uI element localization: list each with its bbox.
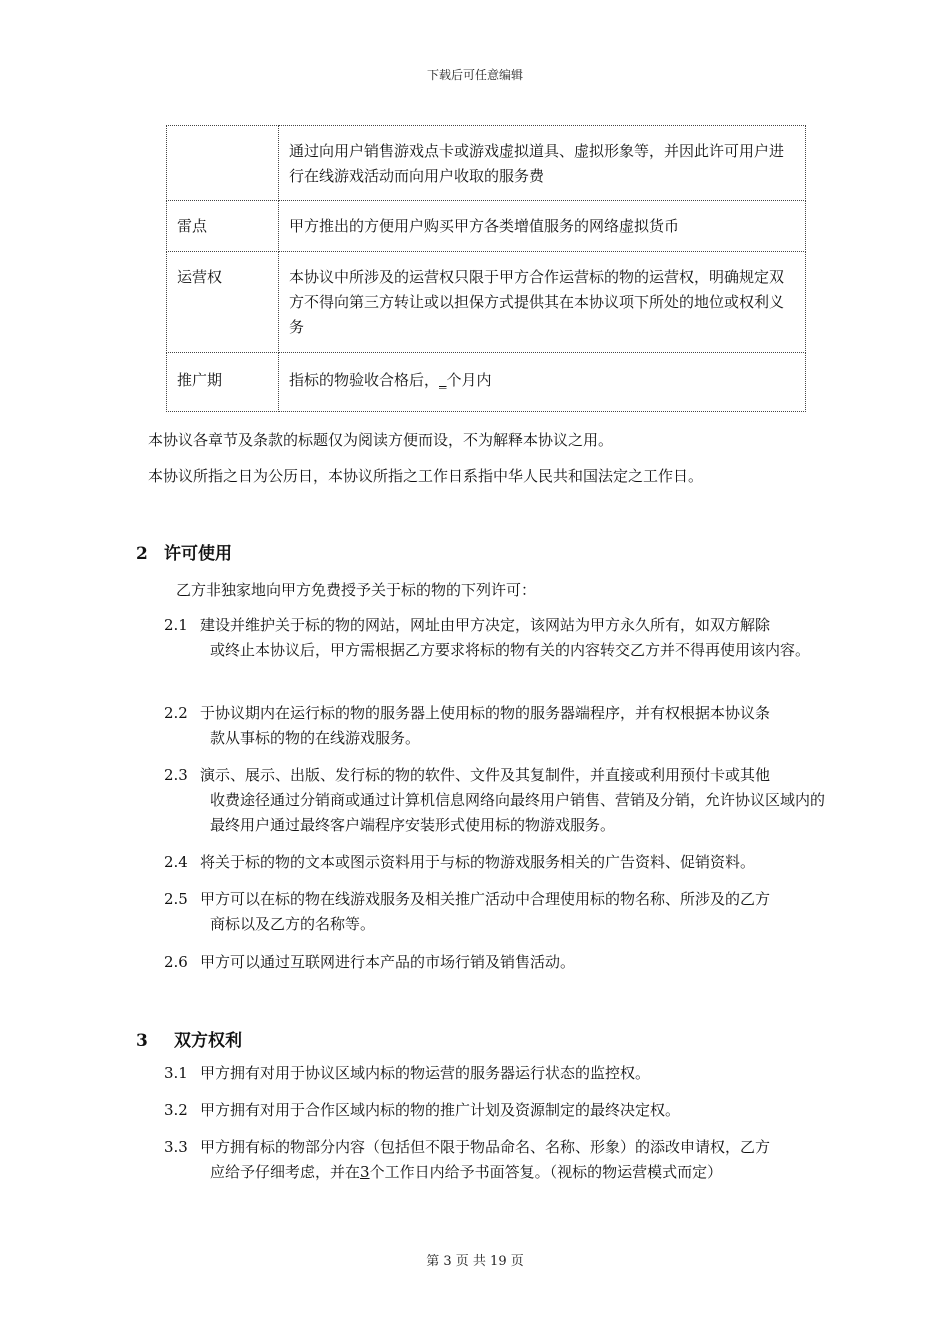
clause-text: 甲方可以在标的物在线游戏服务及相关推广活动中合理使用标的物名称、所涉及的乙方 [200,890,771,908]
definition-text-post: 个月内 [446,371,492,389]
definition-term: 推广期 [167,353,279,412]
definition-text: 本协议中所涉及的运营权只限于甲方合作运营标的物的运营权，明确规定双方不得向第三方转让或以担保方式提供其在本协议项下所处的地位或权利义务 [279,252,806,353]
clause-2-6 [164,950,836,975]
clause-2-2 [164,701,836,751]
section-number: 3 [136,1031,148,1051]
note-headings: 本协议各章节及条款的标题仅为阅读方便而设，不为解释本协议之用。 [148,431,614,449]
section-number: 2 [136,544,148,564]
clause-2-4 [164,850,836,875]
definition-row [167,353,806,412]
definition-text: 甲方推出的方便用户购买甲方各类增值服务的网络虚拟货币 [279,201,806,252]
definitions-table [166,125,806,412]
page-header: 下载后可任意编辑 [426,68,523,82]
note-days: 本协议所指之日为公历日，本协议所指之工作日系指中华人民共和国法定之工作日。 [148,467,704,485]
section-title: 双方权利 [174,1031,242,1051]
clause-text: 甲方拥有标的物部分内容（包括但不限于物品命名、名称、形象）的添改申请权，乙方 [200,1138,771,1156]
clause-number: 2.2 [164,704,188,722]
clause-2-1 [164,613,836,663]
clause-text-cont: 收费途径通过分销商或通过计算机信息网络向最终用户销售、营销及分销，允许协议区域内的最终用户通过最终客户端程序安装形式使用标的物游戏服务。 [210,791,826,834]
page-footer: 第 3 页 共 19 页 [426,1254,524,1269]
clause-number: 3.2 [164,1101,188,1119]
section-2-intro: 乙方非独家地向甲方免费授予关于标的物的下列许可： [176,581,537,599]
clause-text-cont: 商标以及乙方的名称等。 [210,915,376,933]
section-title: 许可使用 [164,544,232,564]
definition-text: 通过向用户销售游戏点卡或游戏虚拟道具、虚拟形象等，并因此许可用户进行在线游戏活动而向用户收取的服务费 [279,126,806,201]
definition-row [167,252,806,353]
clause-text: 甲方拥有对用于协议区域内标的物运营的服务器运行状态的监控权。 [200,1064,651,1082]
clause-number: 3.3 [164,1138,188,1156]
clause-text: 将关于标的物的文本或图示资料用于与标的物游戏服务相关的广告资料、促销资料。 [200,853,756,871]
clause-number: 2.1 [164,616,188,634]
clause-number: 2.4 [164,853,188,871]
clause-3-2 [164,1098,836,1123]
days-value: 3 [360,1163,370,1181]
definition-text [279,353,806,412]
clause-text-post: 个工作日内给予书面答复。（视标的物运营模式而定） [369,1163,723,1181]
clause-text: 于协议期内在运行标的物的服务器上使用标的物的服务器端程序，并有权根据本协议条 [200,704,771,722]
clause-text: 甲方可以通过互联网进行本产品的市场行销及销售活动。 [200,953,576,971]
clause-text: 演示、展示、出版、发行标的物的软件、文件及其复制件，并直接或利用预付卡或其他 [200,766,771,784]
clause-text-cont: 款从事标的物的在线游戏服务。 [210,729,421,747]
clause-text: 建设并维护关于标的物的网站，网址由甲方决定，该网站为甲方永久所有，如双方解除 [200,616,771,634]
clause-number: 2.5 [164,890,188,908]
definition-term [167,126,279,201]
section-3-heading [136,1026,242,1051]
clause-number: 2.6 [164,953,188,971]
clause-2-5 [164,887,836,937]
section-2-heading [136,539,232,564]
clause-number: 2.3 [164,766,188,784]
definition-text-pre: 指标的物验收合格后， [289,371,440,389]
clause-text: 甲方拥有对用于合作区域内标的物的推广计划及资源制定的最终决定权。 [200,1101,681,1119]
clause-text-cont [164,1160,836,1185]
definition-row [167,126,806,201]
clause-3-3 [164,1135,836,1185]
blank-field: _ [439,371,447,389]
clause-number: 3.1 [164,1064,188,1082]
definition-row [167,201,806,252]
definition-term: 运营权 [167,252,279,353]
clause-3-1 [164,1061,836,1086]
clause-2-3 [164,763,836,838]
clause-text-pre: 应给予仔细考虑，并在 [210,1163,361,1181]
clause-text-cont: 或终止本协议后，甲方需根据乙方要求将标的物有关的内容转交乙方并不得再使用该内容。 [210,641,811,659]
definition-term: 雷点 [167,201,279,252]
